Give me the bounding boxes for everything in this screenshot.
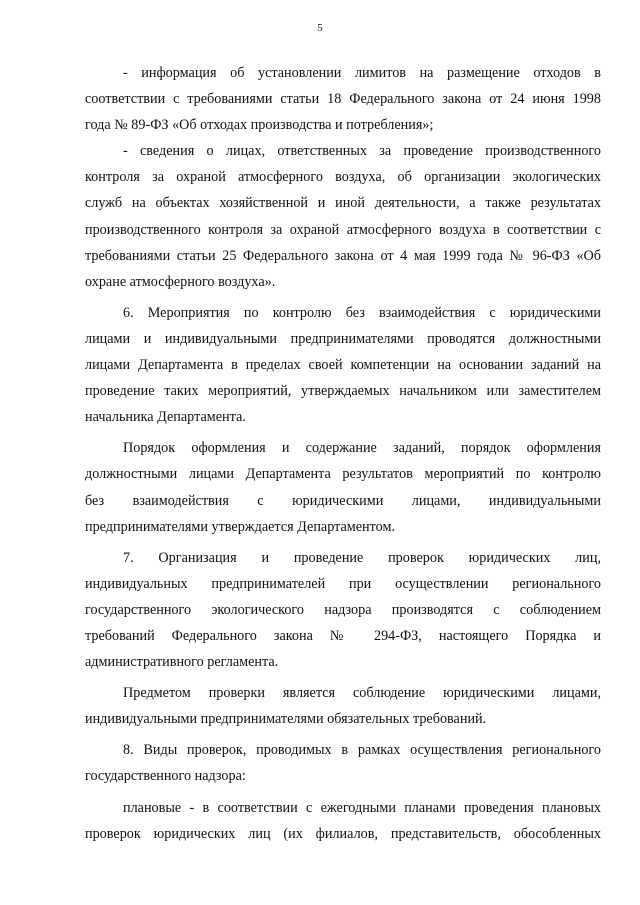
- text-line: Предметом проверки является соблюдение юридическими лицами,: [123, 685, 601, 702]
- text-line: без взаимодействия с юридическими лицами, индивидуальными: [85, 492, 601, 509]
- paragraph-limits-info: [85, 60, 601, 138]
- text-line: служб на объектах хозяйственной и иной деятельности, а также результатах: [85, 195, 601, 212]
- text-line: - сведения о лицах, ответственных за проведение производственного: [123, 143, 601, 160]
- paragraph-inspection-subject: [85, 680, 601, 732]
- text-line: проверок юридических лиц (их филиалов, представительств, обособленных: [85, 825, 601, 842]
- text-line: - информация об установлении лимитов на размещение отходов в: [123, 65, 601, 81]
- text-line: производственного контроля за охраной атмосферного воздуха в соответствии с: [85, 221, 601, 238]
- text-line: индивидуальных предпринимателей при осуществлении регионального: [85, 575, 601, 592]
- paragraph-assignment-procedure: [85, 435, 601, 539]
- text-line: государственного экологического надзора производятся с соблюдением: [85, 601, 601, 618]
- text-line: требований Федерального закона № 294-ФЗ, настоящего Порядка и: [85, 627, 601, 644]
- text-line: охране атмосферного воздуха».: [85, 273, 276, 290]
- text-line: государственного надзора:: [85, 768, 246, 785]
- text-line: лицами и индивидуальными предпринимателями проводятся должностными: [85, 330, 601, 347]
- text-line: начальника Департамента.: [85, 409, 246, 426]
- page-number: 5: [317, 22, 323, 34]
- text-line: 8. Виды проверок, проводимых в рамках осуществления регионального: [123, 742, 601, 759]
- paragraph-item-8: [85, 737, 601, 789]
- paragraph-responsible-persons: [85, 138, 601, 295]
- text-line: года № 89-ФЗ «Об отходах производства и потребления»;: [85, 117, 434, 134]
- text-line: предпринимателями утверждается Департаментом.: [85, 518, 396, 535]
- text-line: должностными лицами Департамента результатов мероприятий по контролю: [85, 466, 601, 483]
- paragraph-item-7: [85, 545, 601, 675]
- text-line: Порядок оформления и содержание заданий, порядок оформления: [123, 440, 601, 457]
- text-line: соответствии с требованиями статьи 18 Федерального закона от 24 июня 1998: [85, 91, 601, 108]
- text-line: контроля за охраной атмосферного воздуха, об организации экологических: [85, 169, 601, 186]
- text-line: требованиями статьи 25 Федерального закона от 4 мая 1999 года № 96-ФЗ «Об: [85, 247, 601, 264]
- text-line: 7. Организация и проведение проверок юридических лиц,: [123, 549, 601, 566]
- text-line: лицами Департамента в пределах своей компетенции на основании заданий на: [85, 357, 601, 374]
- paragraph-planned-inspections: [85, 795, 601, 847]
- text-line: административного регламента.: [85, 654, 279, 671]
- text-line: проведение таких мероприятий, утверждаемых начальником или заместителем: [85, 383, 601, 400]
- text-line: индивидуальными предпринимателями обязательных требований.: [85, 711, 487, 728]
- text-line: 6. Мероприятия по контролю без взаимодействия с юридическими: [123, 304, 601, 321]
- paragraph-item-6: [85, 300, 601, 430]
- document-body: [85, 60, 601, 847]
- text-line: плановые - в соответствии с ежегодными планами проведения плановых: [123, 799, 601, 816]
